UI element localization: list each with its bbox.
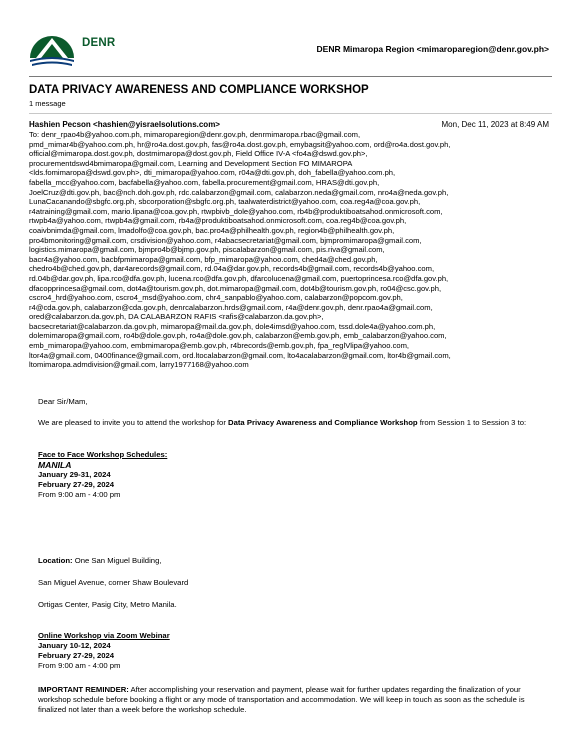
online-time: From 9:00 am - 4:00 pm <box>38 661 121 670</box>
recipient-line: pro4bmonitoring@gmail.com, crsdivision@yahoo.com, r4abacsecretariat@gmail.com, bjmpromimaropa@gmail.com, <box>29 235 422 245</box>
invite-paragraph <box>38 418 548 428</box>
recipient-line: chedro4b@ched.gov.ph, dar4arecords@gmail.com, rd.04a@dar.gov.ph, records4b@gmail.com, records4b@yahoo.com, <box>29 264 435 274</box>
reminder-text: After accomplishing your reservation and payment, please wait for further updates regarding the finalization of your workshop schedule before booking a flight or any mode of transportation and accommodation. We will keep in touch as soon as the schedule is finalized not later than a week before the workshop schedule. <box>38 685 525 714</box>
online-heading: Online Workshop via Zoom Webinar <box>38 631 170 640</box>
recipient-line: logistics.mimaropa@gmail.com, bjmpro4b@bjmp.gov.ph, piscalabarzon@gmail.com, pis.riva@gmail.com, <box>29 245 385 255</box>
recipient-line: pmd_mimar4b@yahoo.com.ph, hr@ro4a.dost.gov.ph, fas@ro4a.dost.gov.ph, emybagsit@yahoo.com, ord@ro4a.dost.gov.ph, <box>29 139 451 149</box>
email-subject: DATA PRIVACY AWARENESS AND COMPLIANCE WORKSHOP <box>29 84 369 96</box>
location-building: One San Miguel Building, <box>72 556 162 565</box>
recipient-line: ltor4a@gmail.com, 0400finance@gmail.com, ord.ltocalabarzon@gmail.com, lto4acalabarzon@gmail.com, ltor4b@gmail.com, <box>29 350 451 360</box>
recipient-line: dolemimaropa@gmail.com, ro4b@dole.gov.ph, ro4a@dole.gov.ph, calabarzon@emb.gov.ph, emb_calabarzon@yahoo.com, <box>29 331 447 341</box>
subject-divider <box>29 113 552 114</box>
invite-text-end: from Session 1 to Session 3 to: <box>417 418 527 427</box>
sender[interactable]: Hashien Pecson <hashien@yisraelsolutions.com> <box>29 120 220 129</box>
online-date: January 10-12, 2024 <box>38 641 111 650</box>
recipient-line: LunaCacanando@sbgfc.org.ph, sbcorporation@sbgfc.org.ph, taalwaterdistrict@yahoo.com, coa.reg4a@coa.gov.ph, <box>29 197 421 207</box>
recipient-line: emb_mimaropa@yahoo.com, embmimaropa@emb.gov.ph, r4brecords@emb.gov.ph, fpa_reglVlipa@yahoo.com, <box>29 341 410 351</box>
recipient-line: bacr4a@yahoo.com, bacbfpmimaropa@gmail.com, bfp_mimaropa@yahoo.com, ched4a@ched.gov.ph, <box>29 254 378 264</box>
logo-text: DENR <box>82 37 116 49</box>
recipient-line: ored@calabarzon.da.gov.ph, DA CALABARZON RAFIS <rafis@calabarzon.da.gov.ph>, <box>29 312 324 322</box>
recipient-line: r4@cda.gov.ph, calabarzon@cda.gov.ph, denrcalabarzon.hrds@gmail.com, r4a@denr.gov.ph, denr.rpao4a@gmail.com, <box>29 302 433 312</box>
recipient-line: fabella_mcc@yahoo.com, bacfabella@yahoo.com, fabella.procurement@gmail.com, HRAS@dti.gov.ph, <box>29 177 380 187</box>
recipient-line: rd.04b@dar.gov.ph, lipa.rco@dfa.gov.ph, lucena.rco@dfa.gov.ph, dfarcolucena@gmail.com, puertoprincesa.rco@dfa.gov.ph, <box>29 273 449 283</box>
face-to-face-heading: Face to Face Workshop Schedules: <box>38 450 168 459</box>
email-header <box>0 0 581 80</box>
recipient-line: coaivbnimda@gmail.com, lmadolfo@coa.gov.ph, bac.pro4a@philhealth.gov.ph, region4b@philhealth.gov.ph, <box>29 225 395 235</box>
schedule-date: January 29-31, 2024 <box>38 470 111 479</box>
location-line-2: San Miguel Avenue, corner Shaw Boulevard <box>38 578 189 587</box>
recipient-line: <lds.fomimaropa@dswd.gov.ph>, dti_mimaropa@yahoo.com, r04a@dti.gov.ph, doh_fabella@yahoo.com.ph, <box>29 168 396 178</box>
reminder-label: IMPORTANT REMINDER: <box>38 685 129 694</box>
recipient-line: bacsecretariat@calabarzon.da.gov.ph, mimaropa@mail.da.gov.ph, dole4imsd@yahoo.com, tssd.dole4a@yahoo.com.ph, <box>29 321 436 331</box>
location-line-3: Ortigas Center, Pasig City, Metro Manila. <box>38 600 177 609</box>
recipient-line: JoelCruz@dti.gov.ph, bac@nch.doh.gov.ph, rdc.calabarzon@gmail.com, calabarzon.neda@gmail.com, nro4a@neda.gov.ph, <box>29 187 449 197</box>
sent-date: Mon, Dec 11, 2023 at 8:49 AM <box>441 120 549 129</box>
workshop-title: Data Privacy Awareness and Compliance Workshop <box>228 418 418 427</box>
header-divider <box>29 76 552 77</box>
recipient-line: rtwpb4a@yahoo.com, rtwpb4a@gmail.com, rb4a@produktiboatsahod.onmicrosoft.com, coa.reg4b@coa.gov.ph, <box>29 216 407 226</box>
location-line-1 <box>38 556 548 566</box>
recipient-line: r4atraining@gmail.com, mario.lipana@coa.gov.ph, rtwpbivb_dole@yahoo.com, rb4b@produktiboatsahod.onmicrosoft.com, <box>29 206 443 216</box>
recipient-line: procurementdswd4bmimaropa@gmail.com, Learning and Development Section FO MIMAROPA <box>29 158 353 168</box>
recipient-line: ltomimaropa.admdivision@gmail.com, larry1977168@yahoo.com <box>29 360 249 370</box>
greeting: Dear Sir/Mam, <box>38 397 88 406</box>
recipient-line: cscro4_hrd@yahoo.com, cscro4_msd@yahoo.com, chr4_sanpablo@yahoo.com, calabarzon@popcom.gov.ph, <box>29 293 403 303</box>
reminder-paragraph <box>38 685 543 715</box>
message-count: 1 message <box>29 99 66 108</box>
denr-logo-icon <box>28 24 132 68</box>
invite-text: We are pleased to invite you to attend the workshop for <box>38 418 229 427</box>
sender-row <box>29 120 549 129</box>
location-label: Location: <box>38 556 73 565</box>
city: MANILA <box>38 460 72 470</box>
recipient-line: official@mimaropa.dost.gov.ph, dostmimaropa@dost.gov.ph, Field Office IV-A <fo4a@dswd.gov.ph>, <box>29 149 368 159</box>
account-from: DENR Mimaropa Region <mimaroparegion@denr.gov.ph> <box>316 44 549 54</box>
face-to-face-block <box>38 450 548 500</box>
schedule-time: From 9:00 am - 4:00 pm <box>38 490 121 499</box>
recipient-line: dfacopprincesa@gmail.com, dot4a@tourism.gov.ph, dot.mimaropa@gmail.com, dot4b@tourism.gov.ph, ro04@csc.gov.ph, <box>29 283 442 293</box>
online-block <box>38 631 548 671</box>
schedule-date: February 27-29, 2024 <box>38 480 115 489</box>
recipient-list <box>29 130 554 370</box>
online-date: February 27-29, 2024 <box>38 651 115 660</box>
recipient-line: To: denr_rpao4b@yahoo.com.ph, mimaroparegion@denr.gov.ph, denrmimaropa.rbac@gmail.com, <box>29 130 361 139</box>
